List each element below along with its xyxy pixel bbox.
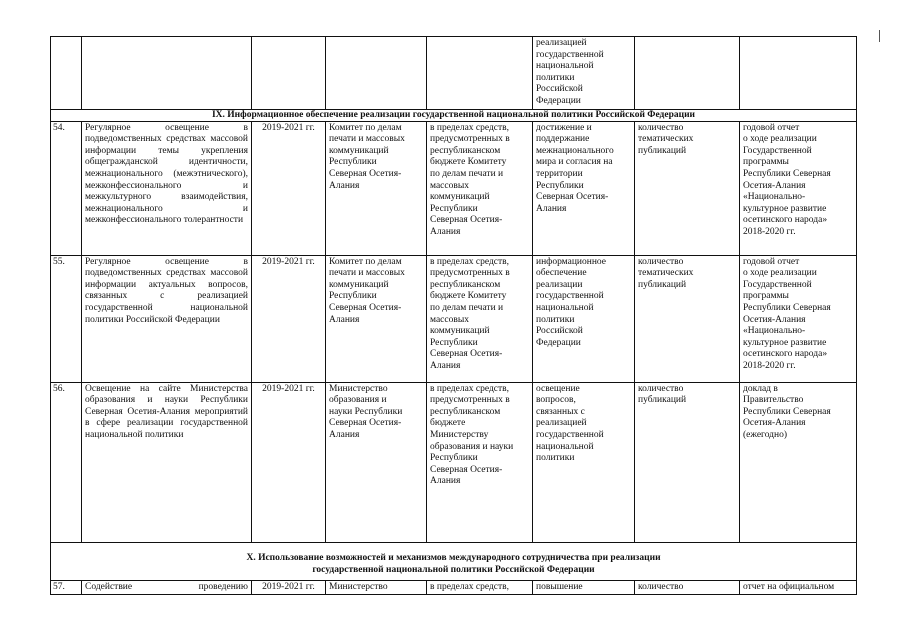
cell-indicator: количество (635, 580, 740, 595)
cell-report: отчет на официальном (740, 580, 857, 595)
cell-period: 2019-2021 гг. (252, 255, 326, 382)
cell-executor: Комитет по делам печати и массовых коммуникаций Республики Северная Осетия- Алания (326, 255, 427, 382)
table-row (51, 255, 857, 382)
scan-edge-mark (879, 30, 880, 42)
cell-funding: в пределах средств, предусмотренных в республиканском бюджете Министерству образования и науки Республики Северная Осетия- Алания (427, 382, 533, 542)
cell-report (740, 37, 857, 110)
cell-event: Освещение на сайте Министерства образования и науки Республики Северная Осетия-Алания мероприятий в сфере реализации государственной национальной политики (82, 382, 252, 542)
cell-indicator (635, 37, 740, 110)
cell-period: 2019-2021 гг. (252, 121, 326, 255)
cell-goal: реализацией государственной национальной политики Российской Федерации (533, 37, 635, 110)
cell-goal: повышение (533, 580, 635, 595)
section-x-title-line1: X. Использование возможностей и механизмов международного сотрудничества при реализации (246, 552, 661, 563)
table-row-continued (51, 37, 857, 110)
section-x-title-line2: государственной национальной политики Российской Федерации (312, 564, 595, 575)
cell-indicator: количество публикаций (635, 382, 740, 542)
cell-event (82, 37, 252, 110)
cell-goal: достижение и поддержание межнационального мира и согласия на территории Республики Северная Осетия- Алания (533, 121, 635, 255)
cell-indicator: количество тематических публикаций (635, 255, 740, 382)
table-row (51, 121, 857, 255)
cell-funding: в пределах средств, предусмотренных в республиканском бюджете Комитету по делам печати и массовых коммуникаций Республики Северная Осетия- Алания (427, 121, 533, 255)
section-ix-title: IX. Информационное обеспечение реализации государственной национальной политики Российской Федерации (51, 109, 857, 121)
cell-indicator: количество тематических публикаций (635, 121, 740, 255)
cell-period (252, 37, 326, 110)
cell-executor: Комитет по делам печати и массовых коммуникаций Республики Северная Осетия- Алания (326, 121, 427, 255)
cell-funding (427, 37, 533, 110)
cell-period: 2019-2021 гг. (252, 382, 326, 542)
section-heading-row (51, 109, 857, 121)
cell-num (51, 37, 82, 110)
cell-funding: в пределах средств, предусмотренных в республиканском бюджете Комитету по делам печати и массовых коммуникаций Республики Северная Осетия- Алания (427, 255, 533, 382)
table-row (51, 580, 857, 595)
measures-table (50, 36, 857, 595)
section-x-title (51, 542, 857, 580)
cell-goal: освещение вопросов, связанных с реализацией государственной национальной политики (533, 382, 635, 542)
cell-executor: Министерство образования и науки Республики Северная Осетия- Алания (326, 382, 427, 542)
cell-num: 55. (51, 255, 82, 382)
table-row (51, 382, 857, 542)
cell-event: Регулярное освещение в подведомственных средствах массовой информации темы укрепления общегражданской идентичности, межнационального (межэтнического), межконфессионального и межкультурного взаимодействия, межнационального и межконфессионального толерантности (82, 121, 252, 255)
cell-event: Регулярное освещение в подведомственных средствах массовой информации актуальных вопросов, связанных с реализацией государственной национальной политики Российской Федерации (82, 255, 252, 382)
cell-report: доклад в Правительство Республики Северная Осетия-Алания (ежегодно) (740, 382, 857, 542)
cell-event: Содействие проведению (82, 580, 252, 595)
cell-funding: в пределах средств, (427, 580, 533, 595)
cell-goal: информационное обеспечение реализации государственной национальной политики Российской Федерации (533, 255, 635, 382)
cell-report: годовой отчет о ходе реализации Государственной программы Республики Северная Осетия-Алания «Национально- культурное развитие осетинского народа» 2018-2020 гг. (740, 255, 857, 382)
cell-num: 57. (51, 580, 82, 595)
cell-executor: Министерство (326, 580, 427, 595)
cell-num: 56. (51, 382, 82, 542)
section-heading-row (51, 542, 857, 580)
cell-report: годовой отчет о ходе реализации Государственной программы Республики Северная Осетия-Алания «Национально- культурное развитие осетинского народа» 2018-2020 гг. (740, 121, 857, 255)
cell-num: 54. (51, 121, 82, 255)
cell-period: 2019-2021 гг. (252, 580, 326, 595)
cell-executor (326, 37, 427, 110)
